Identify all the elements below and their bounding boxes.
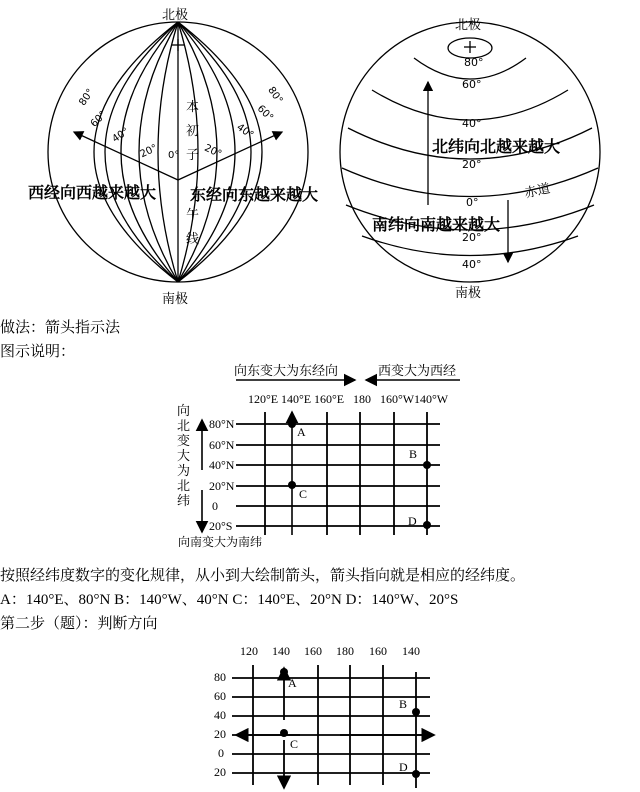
step2-text: 第二步（题）：判断方向 (0, 614, 158, 632)
grid2-lon-label: 140 (272, 644, 290, 658)
west-header: 西变大为西经 (378, 364, 457, 379)
prime-meridian-char: 本 (186, 100, 200, 115)
right-south-pole-label: 南极 (455, 286, 482, 301)
answers-text: A：140°E、80°N B：140°W、40°N C：140°E、20°N D：140°W、20°S (0, 592, 459, 608)
lat-label: 0 (212, 499, 218, 513)
point-d-label: D (408, 514, 417, 528)
lon-label: 140°W (414, 392, 449, 406)
point-d-dot (423, 521, 431, 529)
grid2-lon-label: 120 (240, 644, 258, 658)
lat-tick-s20: 20° (462, 231, 482, 244)
grid2-point-a-label: A (288, 676, 297, 690)
grid2-point-a-dot (280, 668, 288, 676)
prime-meridian-char: 午 (186, 208, 200, 223)
grid2-point-d-label: D (399, 760, 408, 774)
lat-label: 60°N (209, 438, 235, 452)
point-b-label: B (409, 447, 418, 461)
lon-label: 140°E (281, 392, 312, 406)
right-north-pole-label: 北极 (455, 18, 482, 33)
grid2-point-c-dot (280, 729, 288, 737)
west-longitude-label: 西经向西越来越大 (28, 183, 157, 202)
center-tick-label: 0° (168, 150, 180, 161)
point-a-label: A (297, 425, 306, 439)
lon-tick-w60: 60° (88, 109, 110, 130)
lon-tick-e60: 60° (254, 103, 276, 124)
grid2-lon-label: 160 (304, 644, 322, 658)
rule-text: 按照经纬度数字的变化规律，从小到大绘制箭头，箭头指向就是相应的经纬度。 (0, 566, 526, 584)
lat-label: 80°N (209, 417, 235, 431)
grid2-lat-label: 20 (214, 765, 226, 779)
grid2-lat-label: 20 (214, 727, 226, 741)
point-c-dot (288, 481, 296, 489)
lat-label: 40°N (209, 458, 235, 472)
lat-label: 20°N (209, 479, 235, 493)
legend-line: 图示说明： (0, 342, 76, 360)
lat-tick-n40: 40° (462, 117, 482, 130)
prime-meridian-char: 初 (186, 124, 200, 139)
point-a-dot (288, 420, 296, 428)
lat-tick-n20: 20° (462, 158, 482, 171)
lon-tick-w40: 40° (110, 125, 132, 146)
lon-tick-e40: 40° (234, 121, 256, 142)
lon-tick-e80: 80° (265, 85, 285, 106)
grid2-point-b-dot (412, 708, 420, 716)
south-bottom-label: 向南变大为南纬 (178, 535, 263, 549)
grid2-point-b-label: B (399, 697, 408, 711)
lon-tick-w20: 20° (138, 142, 160, 161)
east-header: 向东变大为东经向 (234, 364, 339, 379)
grid2-point-d-dot (412, 770, 420, 778)
north-vertical-label: 向北变大为北纬 (177, 404, 191, 509)
left-north-pole-label: 北极 (162, 8, 189, 23)
lat-tick-s40: 40° (462, 258, 482, 271)
grid2-lon-label: 140 (402, 644, 420, 658)
prime-meridian-char: 子 (186, 148, 200, 163)
lon-label: 180 (353, 392, 371, 406)
lon-tick-w80: 80° (77, 87, 97, 108)
lon-tick-e20: 20° (202, 142, 224, 161)
lon-label: 160°E (314, 392, 345, 406)
grid2-lat-label: 40 (214, 708, 226, 722)
south-latitude-label: 南纬向南越来越大 (372, 215, 501, 234)
equator-label: 赤道 (523, 181, 552, 202)
prime-meridian-char: 线 (186, 232, 200, 247)
lat-label: 20°S (209, 519, 233, 533)
grid2-lat-label: 0 (218, 746, 224, 760)
east-longitude-label: 东经向东越来越大 (190, 185, 319, 204)
lat-tick-n60: 60° (462, 78, 482, 91)
point-c-label: C (299, 487, 308, 501)
north-latitude-label: 北纬向北越来越大 (432, 137, 561, 156)
lat-tick-n80: 80° (464, 56, 484, 69)
lon-label: 120°E (248, 392, 279, 406)
grid2-lon-label: 180 (336, 644, 354, 658)
grid2-point-c-label: C (290, 737, 299, 751)
method-line: 做法：箭头指示法 (0, 318, 121, 336)
lat-tick-equator: 0° (466, 196, 479, 209)
grid2-lat-label: 80 (214, 670, 226, 684)
left-south-pole-label: 南极 (162, 292, 189, 307)
point-b-dot (423, 461, 431, 469)
grid2-lon-label: 160 (369, 644, 387, 658)
lon-label: 160°W (380, 392, 415, 406)
grid2-lat-label: 60 (214, 689, 226, 703)
